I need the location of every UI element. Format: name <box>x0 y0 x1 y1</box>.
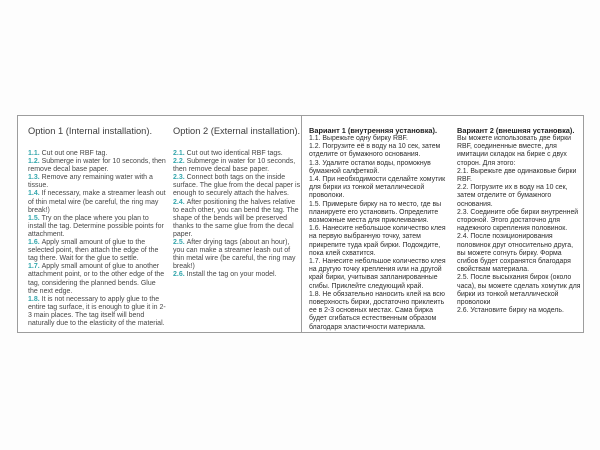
instruction-step <box>28 174 167 190</box>
variant-1-steps <box>309 135 449 332</box>
instruction-step <box>309 176 449 201</box>
instruction-step <box>28 239 167 263</box>
step-text: Cut out two identical RBF tags. <box>186 150 283 157</box>
step-text: Удалите остатки воды, промокнув бумажной салфеткой. <box>309 159 431 175</box>
step-number: 1.7. <box>309 258 323 266</box>
step-text: Не обязательно наносить клей на всю поверхность бирки, достаточно приклеить ее в 2-3 основных местах. Сама бирка будет сгибаться естественным образом благодаря эластичности материала. <box>309 290 445 331</box>
step-text: Try on the place where you plan to install the tag. Determine possible points for attachment. <box>28 214 164 238</box>
instruction-step <box>173 174 301 198</box>
variant-2-intro-text: Вы можете использовать две бирки RBF, соединенные вместе, для имитации складок на бирке с двух сторон. Для этого: <box>457 135 571 167</box>
step-number: 2.6. <box>457 307 471 315</box>
step-text: Install the tag on your model. <box>186 271 277 279</box>
step-text: Remove any remaining water with a tissue. <box>28 174 153 190</box>
step-number: 2.3. <box>457 208 471 216</box>
step-number: 1.6. <box>309 225 323 233</box>
step-number: 1.3. <box>28 174 42 182</box>
instruction-sheet <box>17 115 584 333</box>
instruction-step <box>457 209 582 234</box>
step-number: 2.1. <box>173 150 187 157</box>
step-number: 2.6. <box>173 271 187 279</box>
instruction-step <box>309 291 449 332</box>
step-number: 1.8. <box>28 295 42 303</box>
column-option-2 <box>173 116 301 332</box>
step-number: 1.6. <box>28 239 42 247</box>
step-text: If necessary, make a streamer leash out of thin metal wire (be careful, the ring may break!) <box>28 190 166 214</box>
step-text: После высыхания бирок (около часа), вы можете сделать хомутик для бирки из тонкой металлической проволоки <box>457 274 581 307</box>
instruction-step <box>309 143 449 159</box>
step-text: Apply small amount of glue to the selected point, then attach the edge of the tag there. Wait for the glue to settle. <box>28 239 159 263</box>
step-text: After positioning the halves relative to each other, you can bend the tag. The shape of the bends will be preserved thanks to the same glue from the decal paper. <box>173 198 299 238</box>
instruction-step <box>457 274 582 307</box>
instruction-step <box>309 160 449 176</box>
step-text: Вырежьте две одинаковые бирки RBF. <box>457 167 577 184</box>
variant-2-steps <box>457 168 582 316</box>
step-number: 2.5. <box>457 274 471 282</box>
instruction-step <box>173 150 301 158</box>
instruction-step <box>173 271 301 279</box>
option-2-heading: Option 2 (External installation). <box>173 126 301 136</box>
step-number: 1.4. <box>309 176 323 184</box>
variant-1-heading: Вариант 1 (внутренняя установка). <box>309 126 438 135</box>
english-instructions-panel <box>18 116 302 332</box>
instruction-step <box>457 168 582 184</box>
russian-instructions-panel <box>302 116 583 332</box>
step-text: Примерьте бирку на то место, где вы планируете его установить. Определите возможные места для приклеивания. <box>309 200 442 225</box>
instruction-step <box>28 190 167 214</box>
step-number: 1.2. <box>309 143 323 151</box>
step-number: 1.5. <box>309 200 323 208</box>
step-text: Соедините обе бирки внутренней стороной. Этого достаточно для надежного скрепления половинок. <box>457 208 579 233</box>
instruction-step <box>309 135 449 143</box>
step-text: Cut out one RBF tag. <box>41 150 108 157</box>
step-text: Погрузите её в воду на 10 сек, затем отделите от бумажного основания. <box>309 143 441 159</box>
option-2-steps <box>173 150 301 280</box>
step-text: После позиционирования половинок друг относительно друга, вы можете согнуть бирку. Форма сгибов будет сохранятся благодаря свойствам материала. <box>457 233 574 274</box>
variant-2-heading: Вариант 2 (внешняя установка). <box>457 126 575 135</box>
option-1-heading: Option 1 (Internal installation). <box>28 126 153 136</box>
instruction-step <box>173 199 301 239</box>
step-text: Apply small amount of glue to another attachment point, or to the other edge of the tag, considering the planned bends. Glue the next edge. <box>28 263 165 295</box>
step-number: 2.3. <box>173 174 187 182</box>
step-number: 2.1. <box>457 167 471 175</box>
step-number: 2.2. <box>173 158 187 166</box>
step-number: 1.2. <box>28 158 42 166</box>
step-text: After drying tags (about an hour), you can make a streamer leash out of thin metal wire (be careful, the ring may break!) <box>173 239 296 271</box>
instruction-step <box>309 258 449 291</box>
column-variant-2 <box>457 116 582 332</box>
step-number: 1.1. <box>309 135 323 142</box>
step-number: 1.1. <box>28 150 42 157</box>
instruction-step <box>28 150 167 158</box>
step-text: Connect both tags on the inside surface. The glue from the decal paper is enough to securely attach the halves. <box>173 174 301 198</box>
instruction-step <box>28 296 167 328</box>
instruction-step <box>173 239 301 271</box>
step-number: 2.5. <box>173 239 187 247</box>
column-option-1 <box>28 116 167 332</box>
step-text: Submerge in water for 10 seconds, then remove decal base paper. <box>28 158 166 174</box>
step-number: 1.5. <box>28 214 42 222</box>
step-number: 1.8. <box>309 290 323 298</box>
option-1-steps <box>28 150 167 328</box>
instruction-step <box>457 307 582 315</box>
instruction-step <box>457 184 582 209</box>
instruction-step <box>28 158 167 174</box>
step-text: Установите бирку на модель. <box>470 307 564 315</box>
instruction-step <box>28 263 167 295</box>
step-text: Нанесите небольшое количество клея на другую точку крепления или на другой край бирки, учитывая запланированные сгибы. Приклейте следующий край. <box>309 258 446 290</box>
step-text: It is not necessary to apply glue to the entire tag surface, it is enough to glue it in 2-3 main places. The tag itself will bend naturally due to the elasticity of the material. <box>28 295 166 327</box>
instruction-step <box>173 158 301 174</box>
step-number: 1.7. <box>28 263 42 271</box>
step-number: 1.3. <box>309 159 323 167</box>
step-number: 2.2. <box>457 184 471 192</box>
step-number: 1.4. <box>28 190 42 198</box>
instruction-step <box>457 233 582 274</box>
instruction-step <box>28 215 167 239</box>
step-text: При необходимости сделайте хомутик для бирки из тонкой металлической проволоки. <box>309 176 446 200</box>
step-text: Вырежьте одну бирку RBF. <box>322 135 408 142</box>
step-text: Погрузите их в воду на 10 сек, затем отделите от бумажного основания. <box>457 184 568 208</box>
step-text: Submerge in water for 10 seconds, then remove decal base paper. <box>173 158 296 174</box>
step-text: Нанесите небольшое количество клея на первую выбранную точку, затем прикрепите туда край бирки. Подождите, пока клей схватится. <box>309 225 446 257</box>
column-variant-1 <box>309 116 449 332</box>
step-number: 2.4. <box>173 198 187 206</box>
step-number: 2.4. <box>457 233 471 241</box>
instruction-step <box>309 225 449 258</box>
instruction-step <box>309 201 449 226</box>
